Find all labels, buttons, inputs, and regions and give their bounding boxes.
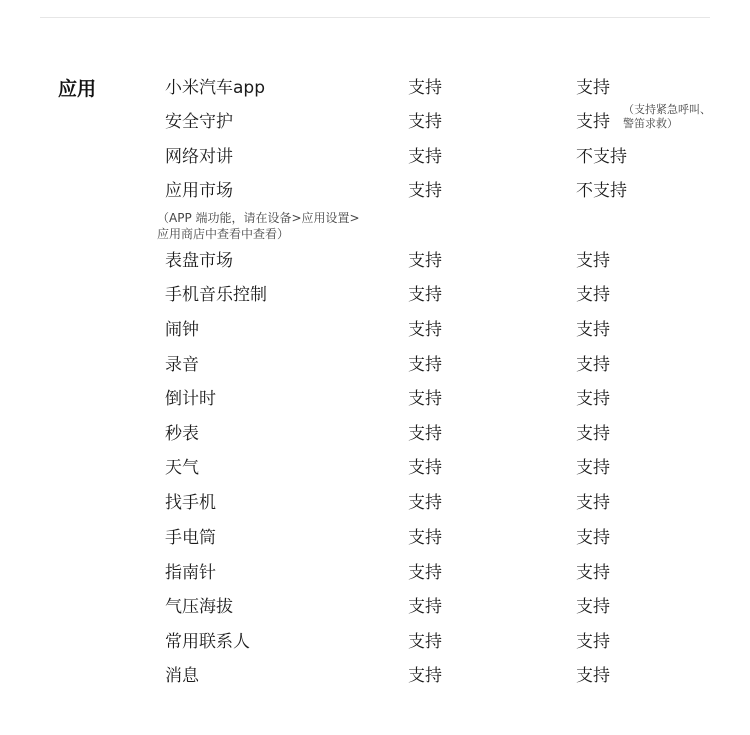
support-col-b: 支持 bbox=[576, 563, 610, 583]
feature-name: 应用市场 bbox=[165, 181, 233, 201]
support-col-b: 支持 bbox=[576, 285, 610, 305]
support-col-a: 支持 bbox=[408, 458, 442, 478]
support-col-b: 不支持 bbox=[576, 147, 627, 167]
support-note-line: （支持紧急呼叫、 bbox=[623, 103, 711, 116]
feature-name: 手电筒 bbox=[165, 528, 216, 548]
table-row bbox=[0, 663, 750, 689]
table-row bbox=[0, 75, 750, 101]
support-col-b: 支持 bbox=[576, 112, 610, 132]
support-col-a: 支持 bbox=[408, 181, 442, 201]
table-row bbox=[0, 560, 750, 586]
support-col-a: 支持 bbox=[408, 251, 442, 271]
support-col-a: 支持 bbox=[408, 112, 442, 132]
support-col-a: 支持 bbox=[408, 632, 442, 652]
support-col-b: 支持 bbox=[576, 78, 610, 98]
support-col-b: 支持 bbox=[576, 320, 610, 340]
table-row bbox=[0, 144, 750, 170]
support-col-a: 支持 bbox=[408, 147, 442, 167]
table-row bbox=[0, 525, 750, 551]
feature-name: 倒计时 bbox=[165, 389, 216, 409]
feature-name: 找手机 bbox=[165, 493, 216, 513]
feature-name: 网络对讲 bbox=[165, 147, 233, 167]
support-note bbox=[623, 103, 711, 131]
support-col-a: 支持 bbox=[408, 320, 442, 340]
support-col-b: 支持 bbox=[576, 666, 610, 686]
support-col-a: 支持 bbox=[408, 389, 442, 409]
table-row bbox=[0, 629, 750, 655]
support-col-b: 支持 bbox=[576, 493, 610, 513]
support-col-b: 支持 bbox=[576, 597, 610, 617]
table-row bbox=[0, 248, 750, 274]
section-title: 应用 bbox=[58, 78, 97, 100]
feature-name: 闹钟 bbox=[165, 320, 199, 340]
feature-name: 天气 bbox=[165, 458, 199, 478]
table-row bbox=[0, 178, 750, 241]
support-col-a: 支持 bbox=[408, 666, 442, 686]
table-row bbox=[0, 282, 750, 308]
support-col-b: 支持 bbox=[576, 528, 610, 548]
support-col-b: 支持 bbox=[576, 251, 610, 271]
support-col-a: 支持 bbox=[408, 285, 442, 305]
support-col-a: 支持 bbox=[408, 355, 442, 375]
table-row bbox=[0, 352, 750, 378]
support-col-b: 支持 bbox=[576, 389, 610, 409]
support-col-a: 支持 bbox=[408, 597, 442, 617]
feature-name: 小米汽车app bbox=[165, 78, 265, 98]
support-col-b: 不支持 bbox=[576, 181, 627, 201]
feature-note-line: （APP 端功能，请在设备>应用设置> bbox=[157, 211, 360, 225]
table-row bbox=[0, 455, 750, 481]
feature-note-line: 应用商店中查看中查看） bbox=[157, 227, 290, 241]
support-col-a: 支持 bbox=[408, 493, 442, 513]
feature-name: 录音 bbox=[165, 355, 199, 375]
support-col-b: 支持 bbox=[576, 355, 610, 375]
feature-name: 常用联系人 bbox=[165, 632, 250, 652]
top-divider bbox=[40, 17, 710, 18]
support-col-b: 支持 bbox=[576, 632, 610, 652]
feature-name: 气压海拔 bbox=[165, 597, 233, 617]
feature-name: 消息 bbox=[165, 666, 199, 686]
table-row bbox=[0, 103, 750, 135]
table-row bbox=[0, 317, 750, 343]
feature-name: 表盘市场 bbox=[165, 251, 233, 271]
feature-name: 安全守护 bbox=[165, 112, 233, 132]
support-col-a: 支持 bbox=[408, 424, 442, 444]
support-col-b: 支持 bbox=[576, 424, 610, 444]
feature-note bbox=[157, 210, 360, 242]
feature-name: 指南针 bbox=[165, 563, 216, 583]
support-col-b: 支持 bbox=[576, 458, 610, 478]
support-note-line: 警笛求救） bbox=[623, 117, 678, 130]
support-col-a: 支持 bbox=[408, 78, 442, 98]
table-row bbox=[0, 490, 750, 516]
support-col-a: 支持 bbox=[408, 563, 442, 583]
support-col-a: 支持 bbox=[408, 528, 442, 548]
table-row bbox=[0, 386, 750, 412]
table-row bbox=[0, 594, 750, 620]
feature-name: 手机音乐控制 bbox=[165, 285, 267, 305]
table-row bbox=[0, 421, 750, 447]
feature-name: 秒表 bbox=[165, 424, 199, 444]
